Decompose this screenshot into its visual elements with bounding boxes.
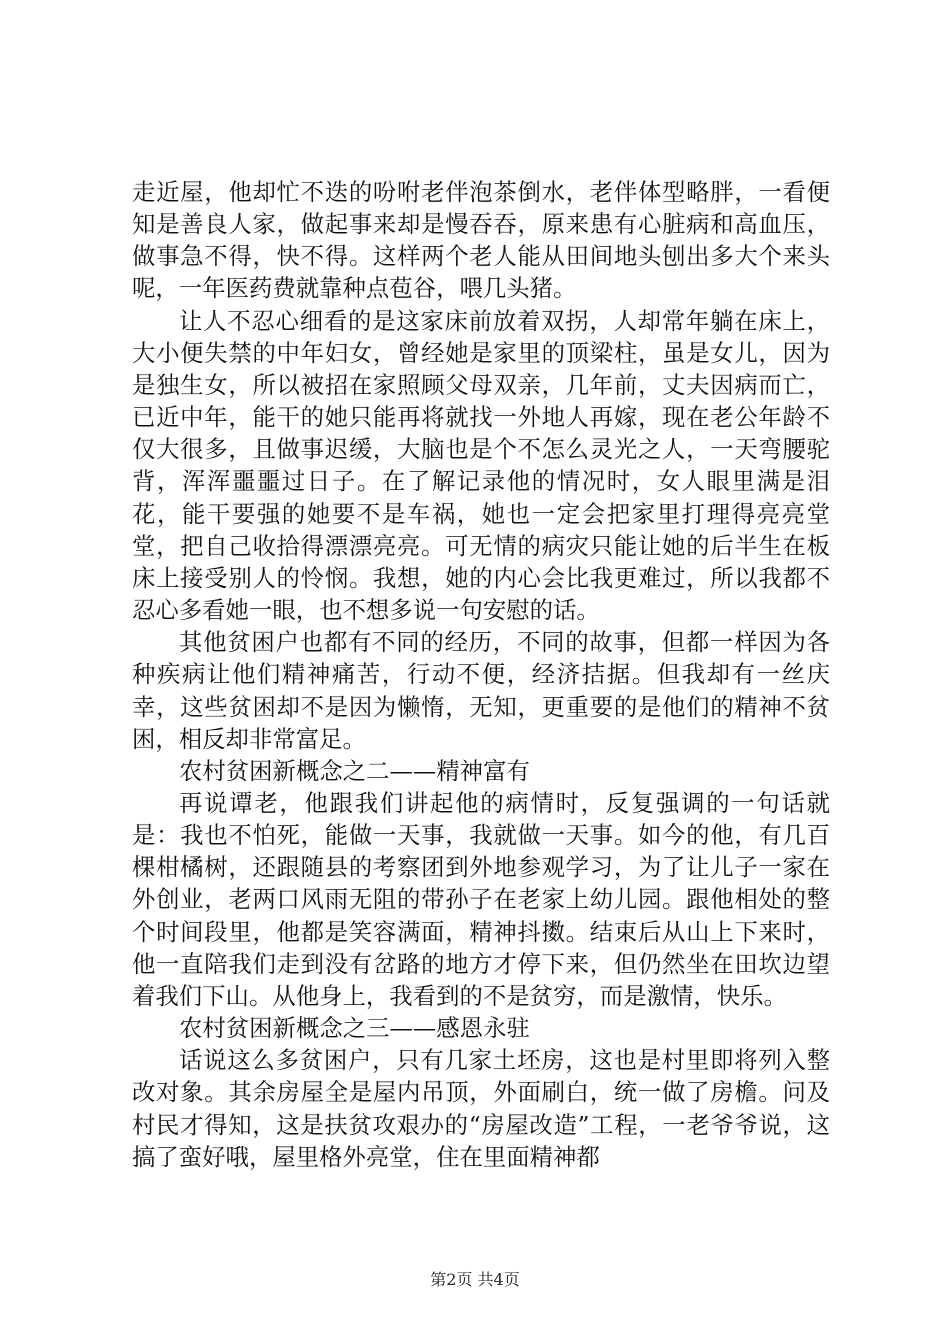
paragraph-elder-tan: 再说谭老，他跟我们讲起他的病情时，反复强调的一句话就是：我也不怕死，能做一天事，我就做一天事。如今的他，有几百棵柑橘树，还跟随县的考察团到外地参观学习，为了让儿子一家在外创业，老两口风雨无阻的带孙子在老家上幼儿园。跟他相处的整个时间段里，他都是笑容满面，精神抖擞。结束后从山上下来时，他一直陪我们走到没有岔路的地方才停下来，但仍然坐在田坎边望着我们下山。从他身上，我看到的不是贫穷，而是激情，快乐。 <box>132 788 830 1010</box>
page-number-footer: 第2页 共4页 <box>430 1270 520 1289</box>
section-heading-spiritual-wealth: 农村贫困新概念之二——精神富有 <box>179 756 530 785</box>
paragraph-bedridden-woman: 让人不忍心细看的是这家床前放着双拐，人却常年躺在床上，大小便失禁的中年妇女，曾经她是家里的顶梁柱，虽是女儿，因为是独生女，所以被招在家照顾父母双亲，几年前，丈夫因病而亡，已近中年，能干的她只能再将就找一外地人再嫁，现在老公年龄不仅大很多，且做事迟缓，大脑也是个不怎么灵光之人，一天弯腰驼背，浑浑噩噩过日子。在了解记录他的情况时，女人眼里满是泪花，能干要强的她要不是车祸，她也一定会把家里打理得亮亮堂堂，把自己收拾得漂漂亮亮。可无情的病灾只能让她的后半生在板床上接受别人的怜悯。我想，她的内心会比我更难过，所以我都不忍心多看她一眼，也不想多说一句安慰的话。 <box>132 306 830 625</box>
paragraph-house-renovation: 话说这么多贫困户，只有几家土坯房，这也是村里即将列入整改对象。其余房屋全是屋内吊顶，外面刷白，统一做了房檐。问及村民才得知，这是扶贫攻艰办的“房屋改造”工程，一老爷爷说，这搞了蛮好哦，屋里格外亮堂，住在里面精神都 <box>132 1046 830 1171</box>
paragraph-other-households: 其他贫困户也都有不同的经历，不同的故事，但都一样因为各种疾病让他们精神痛苦，行动不便，经济拮据。但我却有一丝庆幸，这些贫困却不是因为懒惰，无知，更重要的是他们的精神不贫困，相反却非常富足。 <box>132 628 830 753</box>
section-heading-gratitude: 农村贫困新概念之三——感恩永驻 <box>179 1014 530 1043</box>
document-body <box>132 176 830 1173</box>
paragraph-continuation: 走近屋，他却忙不迭的吩咐老伴泡茶倒水，老伴体型略胖，一看便知是善良人家，做起事来却是慢吞吞，原来患有心脏病和高血压，做事急不得，快不得。这样两个老人能从田间地头刨出多大个来头呢，一年医药费就靠种点苞谷，喂几头猪。 <box>132 178 830 303</box>
